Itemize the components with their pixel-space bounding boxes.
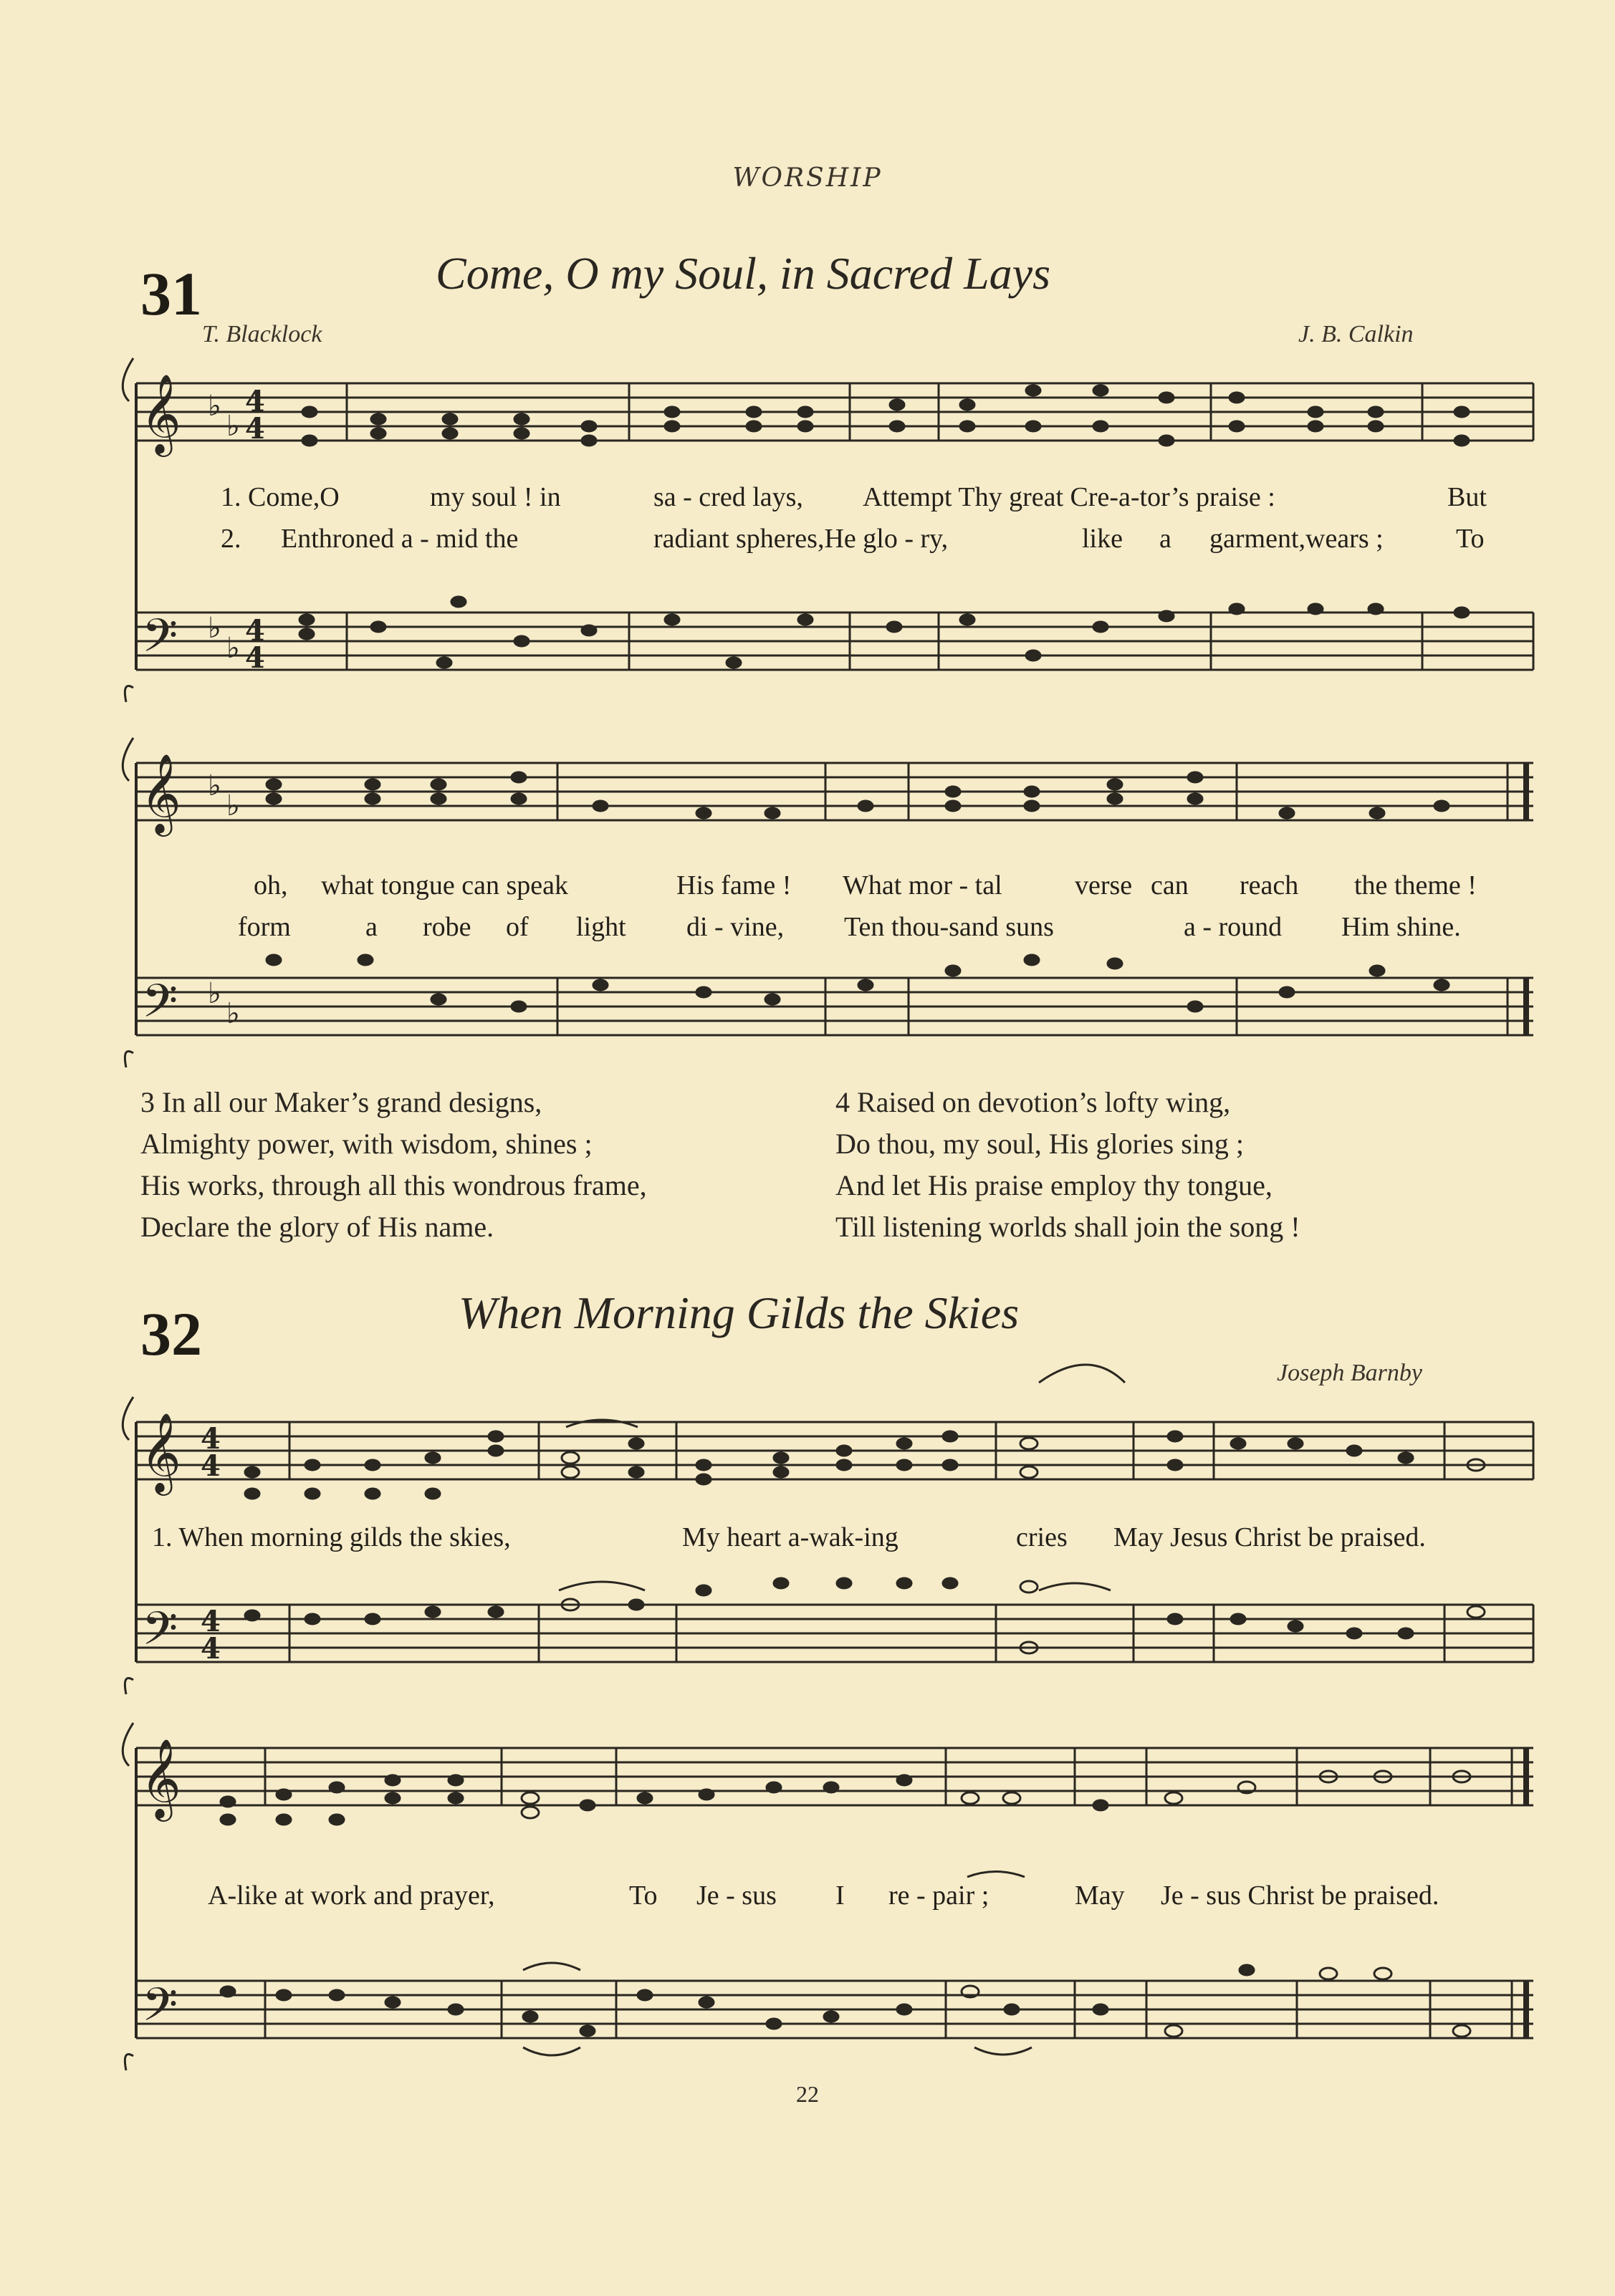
hymn-31-s2-v2-a: form	[238, 912, 291, 942]
hymn-31-s1-v2-e: a	[1159, 524, 1171, 554]
svg-text:𝄢: 𝄢	[142, 975, 178, 1039]
hymn-32-s2-v1-c: Je - sus	[696, 1880, 777, 1911]
hymn-31-s2-v2-b: a	[365, 912, 378, 942]
svg-text:4: 4	[201, 1449, 221, 1483]
hymn-32-s2-v1-a: A-like at work and prayer,	[208, 1880, 495, 1911]
hymn-31-s1-v1-d: Attempt Thy great Cre-a-tor’s praise :	[863, 482, 1275, 512]
hymn-32-composer: Joseph Barnby	[1277, 1360, 1423, 1386]
svg-text:♭: ♭	[208, 977, 221, 1010]
hymn-32-s2-v1-f: May	[1075, 1880, 1125, 1911]
hymn-31-s2-v1-a: oh,	[254, 870, 288, 900]
svg-text:4: 4	[201, 1632, 221, 1666]
hymn-31-s1-v2-f: garment,wears ;	[1209, 524, 1384, 554]
hymn-32-s2-v1-g: Je - sus Christ be praised.	[1161, 1880, 1439, 1911]
stanza-3-line-1: 3 In all our Maker’s grand designs,	[140, 1086, 542, 1118]
svg-text:𝄞: 𝄞	[140, 1412, 181, 1492]
section-heading: WORSHIP	[732, 163, 883, 193]
hymn-32-s2-v1-d: I	[835, 1880, 845, 1911]
svg-text:4: 4	[245, 412, 265, 446]
hymn-31-s1-v2-c: radiant spheres,He glo - ry,	[653, 524, 949, 554]
hymn-31-s2-v2-d: of	[506, 912, 529, 942]
stanza-3-line-3: His works, through all this wondrous frame,	[140, 1169, 647, 1201]
svg-text:𝄞: 𝄞	[140, 753, 181, 833]
hymn-31-s2-v2-f: di - vine,	[686, 912, 785, 942]
svg-text:♭: ♭	[208, 612, 221, 645]
svg-text:4: 4	[245, 614, 265, 648]
svg-text:♭: ♭	[226, 997, 240, 1030]
hymn-31-s2-v2-h: a - round	[1184, 912, 1283, 942]
svg-text:𝄢: 𝄢	[142, 1603, 178, 1667]
hymn-31-s1-v1-b: my soul ! in	[430, 482, 561, 512]
hymn-31-title: Come, O my Soul, in Sacred Lays	[436, 248, 1050, 299]
hymn-32-s1-v1-c: cries	[1016, 1522, 1068, 1552]
hymn-32-s1-v1-d: May Jesus Christ be praised.	[1113, 1522, 1426, 1552]
hymn-32-number: 32	[140, 1300, 202, 1368]
hymn-31-s1-v2-a: 2.	[221, 524, 241, 554]
hymn-31-s1-v1-c: sa - cred lays,	[653, 482, 803, 512]
svg-text:𝄞: 𝄞	[140, 373, 181, 453]
hymn-31-s2-v2-i: Him shine.	[1341, 912, 1461, 942]
svg-text:♭: ♭	[226, 789, 240, 822]
hymn-31-author: T. Blacklock	[202, 321, 322, 347]
hymn-32-s1-v1-a: 1. When morning gilds the skies,	[152, 1522, 511, 1552]
stanza-3-line-4: Declare the glory of His name.	[140, 1211, 494, 1243]
hymn-31-composer: J. B. Calkin	[1298, 321, 1414, 347]
svg-text:4: 4	[201, 1605, 221, 1638]
svg-text:𝄢: 𝄢	[142, 610, 178, 674]
stanza-4-line-1: 4 Raised on devotion’s lofty wing,	[835, 1086, 1231, 1118]
hymn-31-number: 31	[140, 259, 202, 328]
svg-text:𝄢: 𝄢	[142, 1979, 178, 2043]
stanza-4-line-4: Till listening worlds shall join the song !	[835, 1211, 1300, 1243]
hymn-32-s2-v1-b: To	[629, 1880, 658, 1911]
hymn-31-s1-v1-e: But	[1447, 482, 1487, 512]
hymn-31-s1-v2-b: Enthroned a - mid the	[281, 524, 519, 554]
hymn-31-s2-v1-c: His fame !	[676, 870, 792, 900]
hymn-32-title: When Morning Gilds the Skies	[459, 1287, 1020, 1338]
hymn-31-s2-v1-e: verse	[1075, 870, 1133, 900]
hymn-31-s2-v2-c: robe	[423, 912, 471, 942]
svg-text:♭: ♭	[208, 769, 221, 802]
svg-text:♭: ♭	[226, 632, 240, 665]
stanza-3-line-2: Almighty power, with wisdom, shines ;	[140, 1128, 593, 1160]
hymn-31-s2-v1-f: can	[1151, 870, 1189, 900]
svg-text:4: 4	[201, 1422, 221, 1456]
svg-text:4: 4	[245, 385, 265, 418]
hymn-31-s1-v1-a: 1. Come,O	[221, 482, 340, 512]
hymn-31-s1-v2-g: To	[1456, 524, 1485, 554]
hymn-31-s2-v1-b: what tongue can speak	[321, 870, 569, 900]
hymn-31-s2-v1-h: the theme !	[1354, 870, 1477, 900]
stanza-4-line-3: And let His praise employ thy tongue,	[835, 1169, 1273, 1201]
hymn-31-s2-v2-g: Ten thou-sand suns	[844, 912, 1054, 942]
hymn-31-s2-v1-g: reach	[1240, 870, 1299, 900]
svg-text:4: 4	[245, 641, 265, 675]
hymn-32-s2-v1-e: re - pair ;	[888, 1880, 989, 1911]
hymn-31-s2-v2-e: light	[576, 912, 626, 942]
hymn-32-s1-v1-b: My heart a-wak-ing	[682, 1522, 898, 1552]
svg-text:♭: ♭	[226, 410, 240, 443]
stanza-4-line-2: Do thou, my soul, His glories sing ;	[835, 1128, 1245, 1160]
svg-text:𝄞: 𝄞	[140, 1738, 181, 1818]
hymn-31-s1-v2-d: like	[1082, 524, 1123, 554]
page-number: 22	[796, 2081, 819, 2107]
hymn-31-s2-v1-d: What mor - tal	[843, 870, 1002, 900]
svg-text:♭: ♭	[208, 390, 221, 423]
